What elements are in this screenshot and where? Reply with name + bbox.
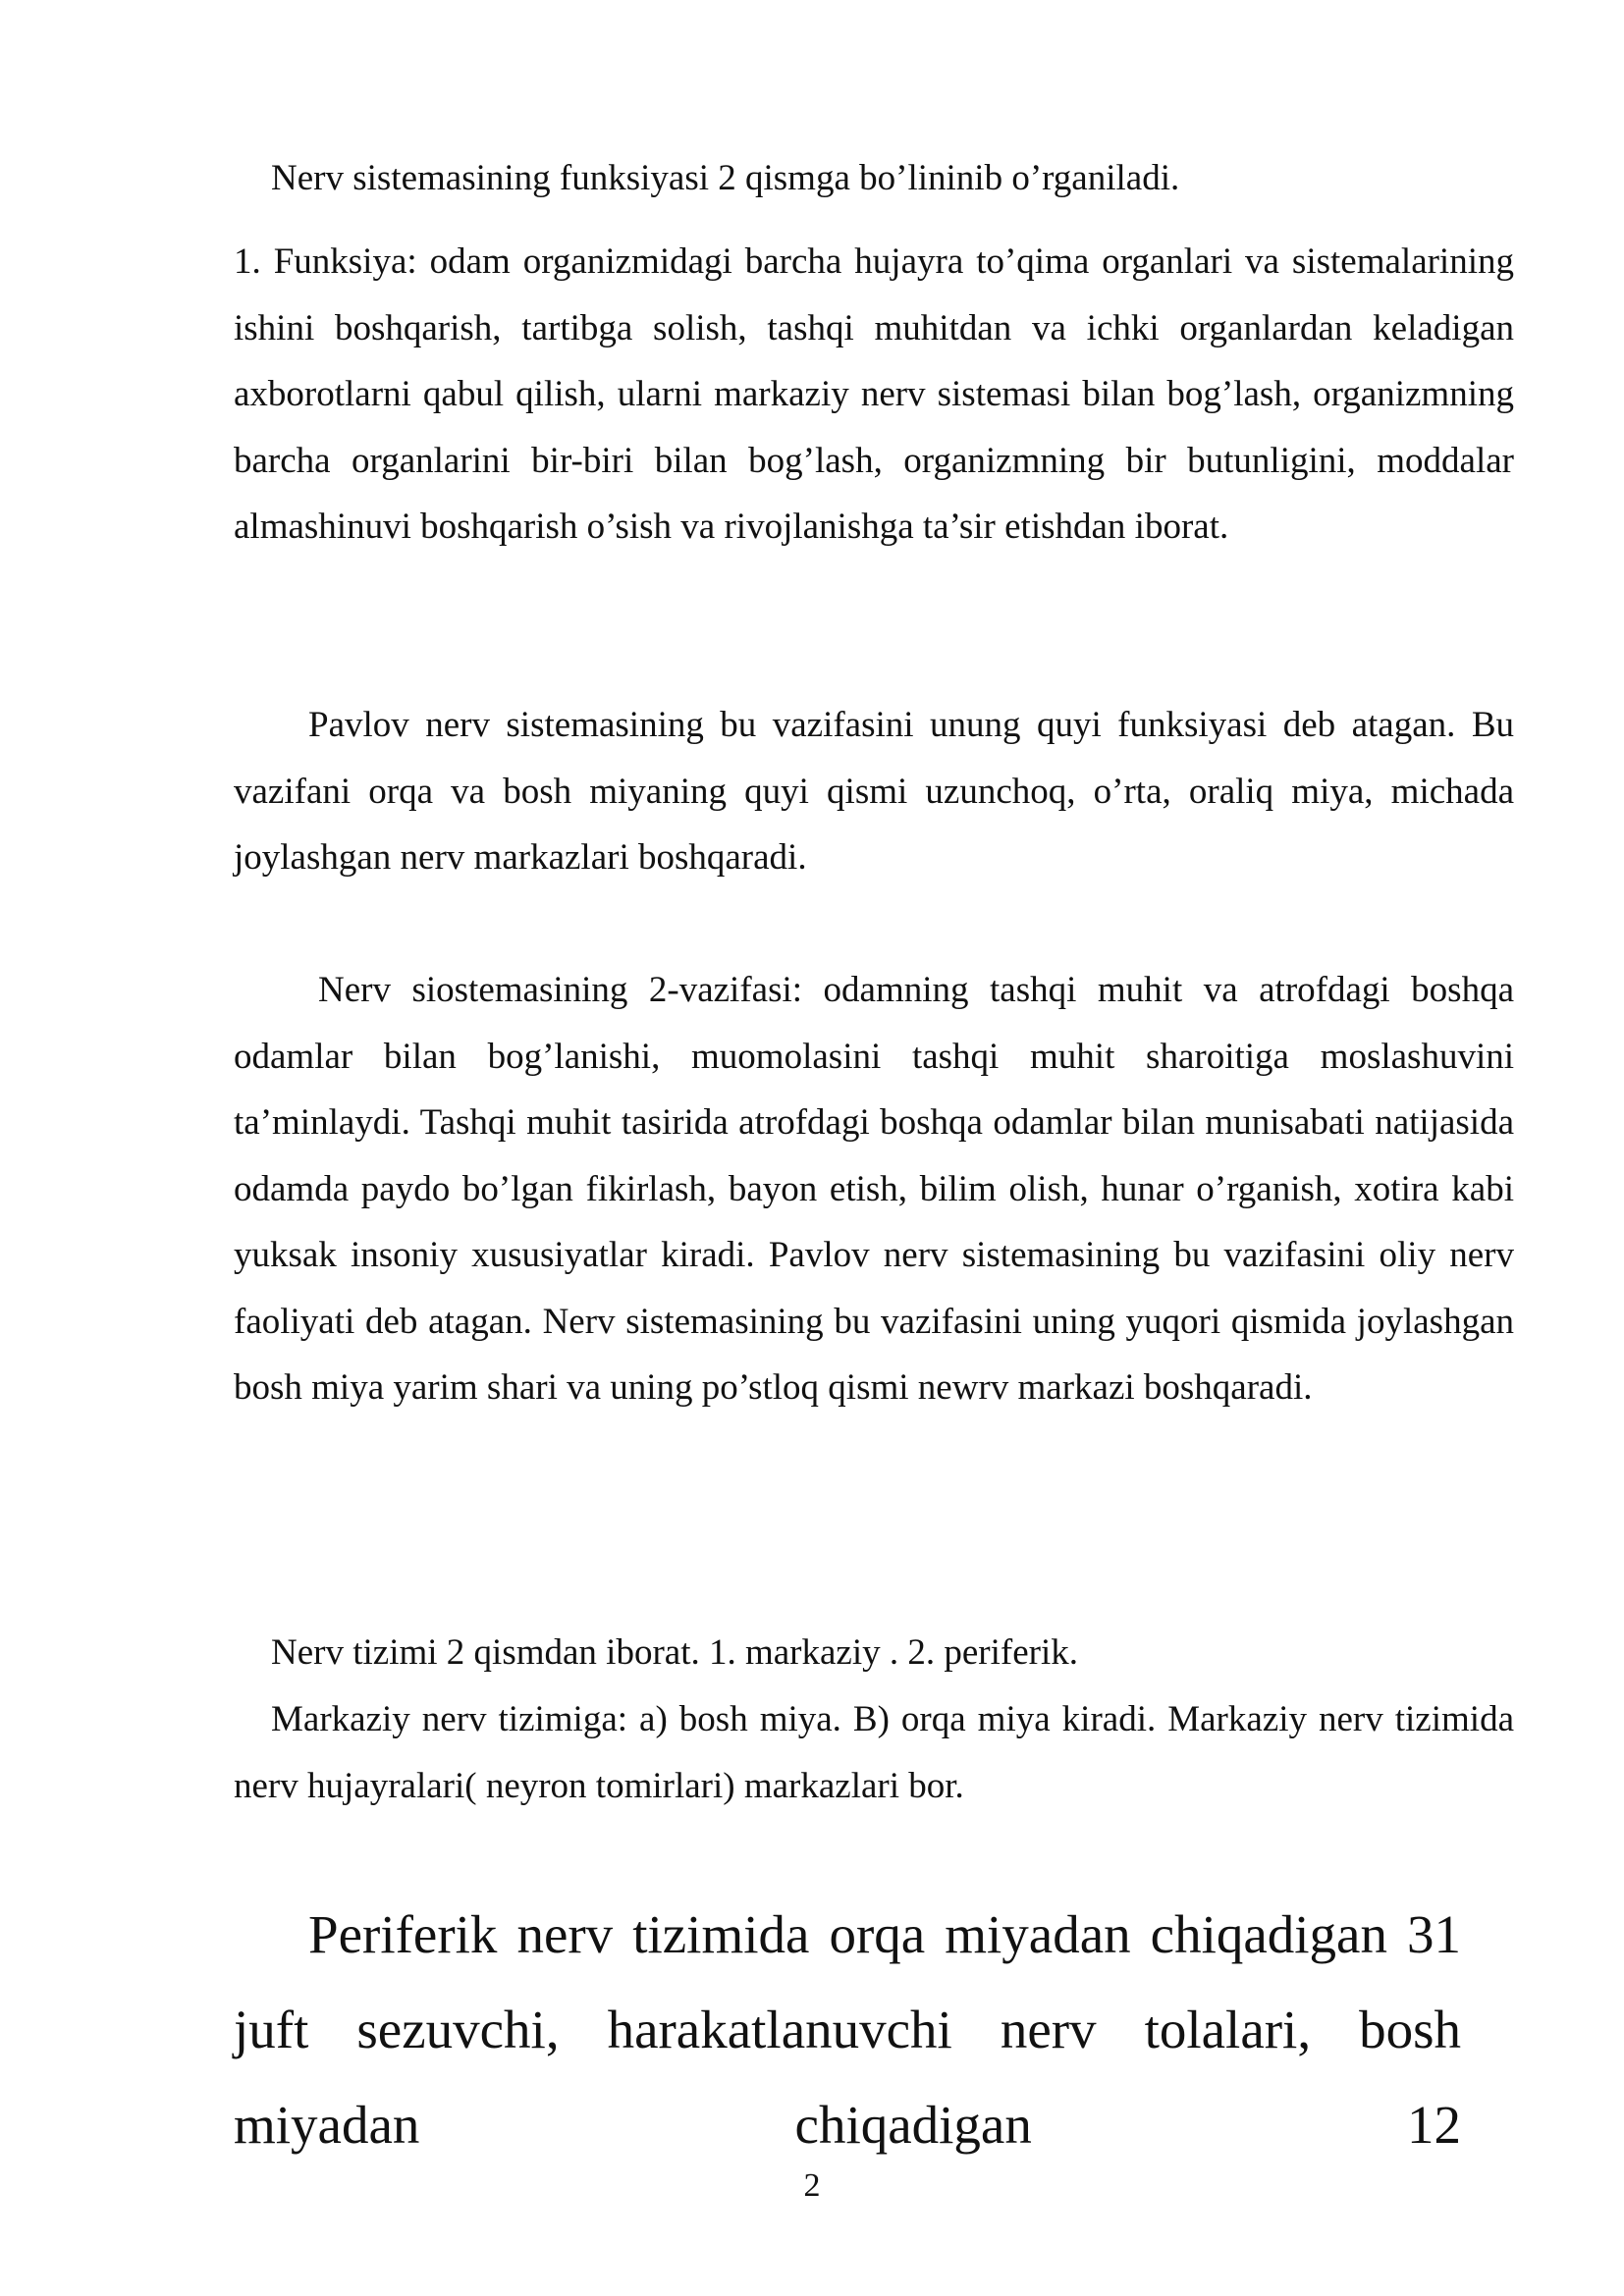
paragraph-intro: Nerv sistemasining funksiyasi 2 qismga bo’lininib o’rganiladi. xyxy=(271,158,1180,198)
paragraph-function-2: Nerv siostemasining 2-vazifasi: odamning tashqi muhit va atrofdagi boshqa odamlar bilan bog’lanishi, muomolasini tashqi muhit sharoitiga moslashuvini ta’minlaydi. Tashqi muhit tasirida atrofdagi boshqa odamlar bilan munisabati natijasida odamda paydo bo’lgan fikirlash, bayon etish, bilim olish, hunar o’rganish, xotira kabi yuksak insoniy xususiyatlar kiradi. Pavlov nerv sistemasining bu vazifasini oliy nerv faoliyati deb atagan. Nerv sistemasining bu vazifasini uning yuqori qismida joylashgan bosh miya yarim shari va uning po’stloq qismi newrv markazi boshqaradi. xyxy=(234,970,1514,1408)
paragraph-system-parts: Nerv tizimi 2 qismdan iborat. 1. markaziy . 2. periferik. xyxy=(271,1632,1078,1673)
page-number: 2 xyxy=(803,2167,821,2204)
paragraph-central-system: Markaziy nerv tizimiga: a) bosh miya. B) orqa miya kiradi. Markaziy nerv tizimida nerv hujayralari( neyron tomirlari) markazlari bor. xyxy=(234,1699,1514,1806)
paragraph-pavlov-lower: Pavlov nerv sistemasining bu vazifasini unung quyi funksiyasi deb atagan. Bu vazifani orqa va bosh miyaning quyi qismi uzunchoq, o’rta, oraliq miya, michada joylashgan nerv markazlari boshqaradi. xyxy=(234,705,1514,878)
paragraph-function-1: 1. Funksiya: odam organizmidagi barcha hujayra to’qima organlari va sistemalarining ishini boshqarish, tartibga solish, tashqi muhitdan va ichki organlardan keladigan axborotlarni qabul qilish, ularni markaziy nerv sistemasi bilan bog’lash, organizmning barcha organlarini bir-biri bilan bog’lash, organizmning bir butunligini, moddalar almashinuvi boshqarish o’sish va rivojlanishga ta’sir etishdan iborat. xyxy=(234,241,1514,547)
paragraph-peripheral-system: Periferik nerv tizimida orqa miyadan chiqadigan 31 juft sezuvchi, harakatlanuvchi nerv tolalari, bosh miyadan chiqadigan 12 xyxy=(234,1904,1461,2155)
